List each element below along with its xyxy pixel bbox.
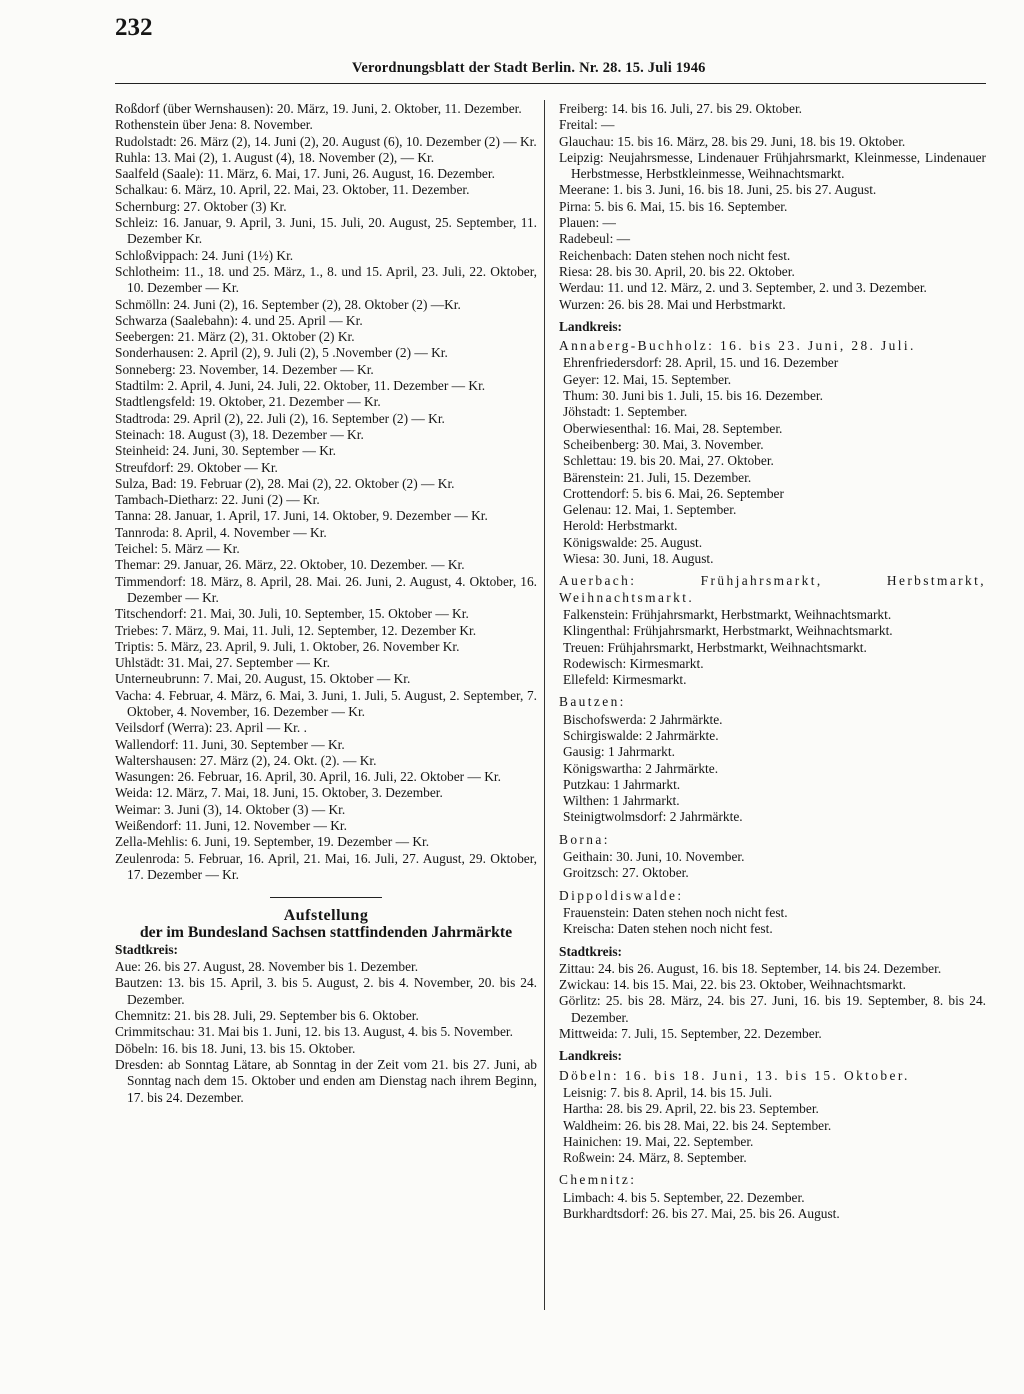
market-entry: Schloßvippach: 24. Juni (1½) Kr. bbox=[115, 247, 294, 263]
town-entry: Oberwiesenthal: 16. Mai, 28. September. bbox=[563, 420, 783, 436]
market-entry: Stadtilm: 2. April, 4. Juni, 24. Juli, 22. Oktober, 11. Dezember — Kr. bbox=[115, 378, 486, 394]
section-divider bbox=[270, 897, 382, 898]
market-entry: Saalfeld (Saale): 11. März, 6. Mai, 17. Juni, 26. August, 16. Dezember. bbox=[115, 166, 495, 182]
market-entry: Schleiz: 16. Januar, 9. April, 3. Juni, 15. Juli, 20. August, 25. September, 11. Dezember Kr. bbox=[115, 215, 537, 247]
town-entry: Limbach: 4. bis 5. September, 22. Dezember. bbox=[563, 1189, 805, 1205]
auerbach-list bbox=[559, 607, 986, 688]
town-entry: Bischofswerda: 2 Jahrmärkte. bbox=[563, 711, 723, 727]
section-subtitle: der im Bundesland Sachsen stattfindenden Jahrmärkte bbox=[139, 923, 513, 941]
market-entry: Waltershausen: 27. März (2), 24. Okt. (2). — Kr. bbox=[115, 752, 377, 768]
market-entry: Chemnitz: 21. bis 28. Juli, 29. September bis 6. Oktober. bbox=[115, 1008, 419, 1024]
market-entry: Mittweida: 7. Juli, 15. September, 22. Dezember. bbox=[559, 1026, 822, 1042]
bautzen-list bbox=[559, 712, 986, 826]
town-entry: Gausig: 1 Jahrmarkt. bbox=[563, 744, 675, 760]
town-entry: Königswartha: 2 Jahrmärkte. bbox=[563, 760, 719, 776]
landkreis-heading: Landkreis: bbox=[559, 318, 623, 334]
town-entry: Burkhardtsdorf: 26. bis 27. Mai, 25. bis 26. August. bbox=[563, 1206, 840, 1221]
town-entry: Gelenau: 12. Mai, 1. September. bbox=[563, 502, 737, 518]
stadtkreis-list-top bbox=[559, 101, 986, 313]
town-entry: Hartha: 28. bis 29. April, 22. bis 23. September. bbox=[563, 1101, 819, 1117]
town-entry: Waldheim: 26. bis 28. Mai, 22. bis 24. September. bbox=[563, 1117, 832, 1133]
market-entry: Uhlstädt: 31. Mai, 27. September — Kr. bbox=[115, 655, 330, 671]
stadtkreis-heading-2: Stadtkreis: bbox=[559, 943, 622, 959]
section-title: Aufstellung bbox=[283, 907, 369, 925]
column-divider bbox=[544, 100, 545, 1310]
market-entry: Weida: 12. März, 7. Mai, 18. Juni, 15. Oktober, 3. Dezember. bbox=[115, 785, 443, 801]
market-entry: Dresden: ab Sonntag Lätare, ab Sonntag in der Zeit vom 21. bis 27. Juni, ab Sonntag nach dem 15. Oktober und enden am Dienstag nach ihrem Beginn, 17. bis 24. Dezember. bbox=[115, 1056, 537, 1105]
market-entry: Tanna: 28. Januar, 1. April, 17. Juni, 14. Oktober, 9. Dezember — Kr. bbox=[115, 508, 488, 524]
market-entry: Döbeln: 16. bis 18. Juni, 13. bis 15. Oktober. bbox=[115, 1040, 356, 1056]
market-entry: Themar: 29. Januar, 26. März, 22. Oktober, 10. Dezember. — Kr. bbox=[115, 557, 465, 573]
market-entry: Seebergen: 21. März (2), 31. Oktober (2) Kr. bbox=[115, 329, 355, 345]
market-entry: Wallendorf: 11. Juni, 30. September — Kr. bbox=[115, 736, 345, 752]
group-borna: Borna: bbox=[559, 831, 610, 847]
market-entry: Aue: 26. bis 27. August, 28. November bis 1. Dezember. bbox=[115, 959, 419, 975]
town-entry: Frauenstein: Daten stehen noch nicht fest. bbox=[563, 904, 788, 920]
market-entry: Görlitz: 25. bis 28. März, 24. bis 27. Juni, 16. bis 19. September, 8. bis 24. Dezember. bbox=[559, 993, 986, 1025]
borna-list bbox=[559, 849, 986, 882]
town-entry: Herold: Herbstmarkt. bbox=[563, 518, 678, 534]
group-doebeln: Döbeln: 16. bis 18. Juni, 13. bis 15. Oktober. bbox=[559, 1067, 910, 1083]
market-entry: Reichenbach: Daten stehen noch nicht fest. bbox=[559, 247, 791, 263]
market-entry: Weißendorf: 11. Juni, 12. November — Kr. bbox=[115, 818, 347, 834]
town-entry: Schirgiswalde: 2 Jahrmärkte. bbox=[563, 727, 719, 743]
town-entry: Scheibenberg: 30. Mai, 3. November. bbox=[563, 436, 764, 452]
running-title: Verordnungsblatt der Stadt Berlin. Nr. 28. 15. Juli 1946 bbox=[352, 60, 706, 76]
town-entry: Klingenthal: Frühjahrsmarkt, Herbstmarkt, Weihnachtsmarkt. bbox=[563, 623, 893, 639]
annaberg-list bbox=[559, 355, 986, 567]
stadtkreis-list-2 bbox=[559, 961, 986, 1042]
right-column bbox=[559, 101, 986, 1222]
town-entry: Thum: 30. Juni bis 1. Juli, 15. bis 16. Dezember. bbox=[563, 388, 823, 404]
market-entry: Meerane: 1. bis 3. Juni, 16. bis 18. Juni, 25. bis 27. August. bbox=[559, 182, 877, 198]
market-entry: Tambach-Dietharz: 22. Juni (2) — Kr. bbox=[115, 492, 320, 508]
market-entry: Werdau: 11. und 12. März, 2. und 3. September, 2. und 3. Dezember. bbox=[559, 280, 927, 296]
town-entry: Wiesa: 30. Juni, 18. August. bbox=[563, 551, 714, 567]
group-bautzen: Bautzen: bbox=[559, 694, 626, 710]
market-entry: Rudolstadt: 26. März (2), 14. Juni (2), 20. August (6), 10. Dezember (2) — Kr. bbox=[115, 133, 537, 149]
market-entry: Vacha: 4. Februar, 4. März, 6. Mai, 3. Juni, 1. Juli, 5. August, 2. September, 7. Oktober, 4. November, 16. Dezember — Kr. bbox=[115, 687, 537, 719]
chemnitz-list bbox=[559, 1190, 986, 1223]
town-entry: Hainichen: 19. Mai, 22. September. bbox=[563, 1133, 754, 1149]
market-entry: Veilsdorf (Werra): 23. April — Kr. . bbox=[115, 720, 307, 736]
town-entry: Ehrenfriedersdorf: 28. April, 15. und 16. Dezember bbox=[563, 355, 839, 371]
market-entry: Timmendorf: 18. März, 8. April, 28. Mai. 26. Juni, 2. August, 4. Oktober, 16. Dezember — Kr. bbox=[115, 573, 537, 605]
market-entry: Streufdorf: 29. Oktober — Kr. bbox=[115, 459, 278, 475]
town-entry: Crottendorf: 5. bis 6. Mai, 26. September bbox=[563, 485, 784, 501]
town-entry: Kreischa: Daten stehen noch nicht fest. bbox=[563, 921, 773, 937]
town-entry: Geithain: 30. Juni, 10. November. bbox=[563, 849, 745, 865]
town-entry: Königswalde: 25. August. bbox=[563, 534, 703, 550]
thueringen-list bbox=[115, 101, 537, 883]
market-entry: Schlotheim: 11., 18. und 25. März, 1., 8. und 15. April, 23. Juli, 22. Oktober, 10. Dezember — Kr. bbox=[115, 263, 537, 296]
group-dippoldiswalde: Dippoldiswalde: bbox=[559, 887, 684, 903]
market-entry: Pirna: 5. bis 6. Mai, 15. bis 16. September. bbox=[559, 198, 788, 214]
group-auerbach: Auerbach: Frühjahrsmarkt, Herbstmarkt, Weihnachtsmarkt. bbox=[559, 573, 986, 605]
market-entry: Plauen: — bbox=[559, 215, 616, 231]
market-entry: Steinach: 18. August (3), 18. Dezember — Kr. bbox=[115, 426, 364, 442]
market-entry: Titschendorf: 21. Mai, 30. Juli, 10. September, 15. Oktober — Kr. bbox=[115, 606, 469, 622]
town-entry: Jöhstadt: 1. September. bbox=[563, 404, 688, 420]
market-entry: Schernburg: 27. Oktober (3) Kr. bbox=[115, 198, 287, 214]
town-entry: Schlettau: 19. bis 20. Mai, 27. Oktober. bbox=[563, 453, 774, 469]
market-entry: Sonderhausen: 2. April (2), 9. Juli (2), 5 .November (2) — Kr. bbox=[115, 345, 448, 361]
market-entry: Steinheid: 24. Juni, 30. September — Kr. bbox=[115, 443, 336, 459]
stadtkreis-heading: Stadtkreis: bbox=[115, 941, 178, 957]
market-entry: Stadtroda: 29. April (2), 22. Juli (2), 16. September (2) — Kr. bbox=[115, 410, 445, 426]
header-rule bbox=[115, 83, 986, 84]
town-entry: Falkenstein: Frühjahrsmarkt, Herbstmarkt, Weihnachtsmarkt. bbox=[563, 606, 892, 622]
group-annaberg: Annaberg-Buchholz: 16. bis 23. Juni, 28. Juli. bbox=[559, 338, 916, 354]
left-column bbox=[115, 101, 537, 1106]
landkreis-heading-2: Landkreis: bbox=[559, 1048, 623, 1064]
market-entry: Sonneberg: 23. November, 14. Dezember — Kr. bbox=[115, 361, 374, 377]
town-entry: Leisnig: 7. bis 8. April, 14. bis 15. Juli. bbox=[563, 1084, 773, 1100]
town-entry: Steinigtwolmsdorf: 2 Jahrmärkte. bbox=[563, 809, 743, 825]
market-entry: Riesa: 28. bis 30. April, 20. bis 22. Oktober. bbox=[559, 263, 795, 279]
town-entry: Rodewisch: Kirmesmarkt. bbox=[563, 655, 704, 671]
town-entry: Bärenstein: 21. Juli, 15. Dezember. bbox=[563, 469, 752, 485]
market-entry: Radebeul: — bbox=[559, 231, 631, 247]
market-entry: Tannroda: 8. April, 4. November — Kr. bbox=[115, 524, 327, 540]
market-entry: Zittau: 24. bis 26. August, 16. bis 18. September, 14. bis 24. Dezember. bbox=[559, 960, 942, 976]
dippoldiswalde-list bbox=[559, 905, 986, 938]
market-entry: Bautzen: 13. bis 15. April, 3. bis 5. August, 2. bis 4. November, 20. bis 24. Dezember. bbox=[115, 975, 537, 1007]
market-entry: Wasungen: 26. Februar, 16. April, 30. April, 16. Juli, 22. Oktober — Kr. bbox=[115, 769, 501, 785]
market-entry: Weimar: 3. Juni (3), 14. Oktober (3) — Kr. bbox=[115, 801, 346, 817]
doebeln-list bbox=[559, 1085, 986, 1166]
market-entry: Crimmitschau: 31. Mai bis 1. Juni, 12. bis 13. August, 4. bis 5. November. bbox=[115, 1024, 513, 1040]
market-entry: Leipzig: Neujahrsmesse, Lindenauer Frühjahrsmarkt, Kleinmesse, Lindenauer Herbstmesse, Herbstkleinmesse, Weihnachtsmarkt. bbox=[559, 149, 986, 182]
market-entry: Schalkau: 6. März, 10. April, 22. Mai, 23. Oktober, 11. Dezember. bbox=[115, 182, 470, 198]
market-entry: Roßdorf (über Wernshausen): 20. März, 19. Juni, 2. Oktober, 11. Dezember. bbox=[115, 101, 522, 116]
town-entry: Roßwein: 24. März, 8. September. bbox=[563, 1150, 747, 1166]
market-entry: Wurzen: 26. bis 28. Mai und Herbstmarkt. bbox=[559, 296, 786, 312]
market-entry: Schwarza (Saalebahn): 4. und 25. April — Kr. bbox=[115, 312, 363, 328]
town-entry: Treuen: Frühjahrsmarkt, Herbstmarkt, Weihnachtsmarkt. bbox=[563, 639, 867, 655]
page-number: 232 bbox=[115, 14, 153, 41]
town-entry: Groitzsch: 27. Oktober. bbox=[563, 865, 689, 881]
market-entry: Schmölln: 24. Juni (2), 16. September (2), 28. Oktober (2) —Kr. bbox=[115, 296, 461, 312]
town-entry: Wilthen: 1 Jahrmarkt. bbox=[563, 793, 680, 809]
sachsen-stadtkreis-list bbox=[115, 959, 537, 1106]
market-entry: Zella-Mehlis: 6. Juni, 19. September, 19. Dezember — Kr. bbox=[115, 834, 430, 850]
market-entry: Teichel: 5. März — Kr. bbox=[115, 541, 240, 557]
market-entry: Triebes: 7. März, 9. Mai, 11. Juli, 12. September, 12. Dezember Kr. bbox=[115, 622, 477, 638]
market-entry: Unterneubrunn: 7. Mai, 20. August, 15. Oktober — Kr. bbox=[115, 671, 411, 687]
town-entry: Geyer: 12. Mai, 15. September. bbox=[563, 371, 732, 387]
market-entry: Ruhla: 13. Mai (2), 1. August (4), 18. November (2), — Kr. bbox=[115, 149, 435, 165]
market-entry: Freiberg: 14. bis 16. Juli, 27. bis 29. Oktober. bbox=[559, 101, 803, 116]
market-entry: Rothenstein über Jena: 8. November. bbox=[115, 117, 313, 133]
market-entry: Zwickau: 14. bis 15. Mai, 22. bis 23. Oktober, Weihnachtsmarkt. bbox=[559, 977, 906, 993]
town-entry: Ellefeld: Kirmesmarkt. bbox=[563, 672, 687, 688]
market-entry: Glauchau: 15. bis 16. März, 28. bis 29. Juni, 18. bis 19. Oktober. bbox=[559, 133, 906, 149]
group-chemnitz: Chemnitz: bbox=[559, 1172, 637, 1188]
market-entry: Stadtlengsfeld: 19. Oktober, 21. Dezember — Kr. bbox=[115, 394, 381, 410]
market-entry: Freital: — bbox=[559, 117, 615, 133]
market-entry: Triptis: 5. März, 23. April, 9. Juli, 1. Oktober, 26. November Kr. bbox=[115, 638, 460, 654]
market-entry: Zeulenroda: 5. Februar, 16. April, 21. Mai, 16. Juli, 27. August, 29. Oktober, 17. Dezember — Kr. bbox=[115, 850, 537, 882]
town-entry: Putzkau: 1 Jahrmarkt. bbox=[563, 776, 681, 792]
market-entry: Sulza, Bad: 19. Februar (2), 28. Mai (2), 22. Oktober (2) — Kr. bbox=[115, 475, 455, 491]
